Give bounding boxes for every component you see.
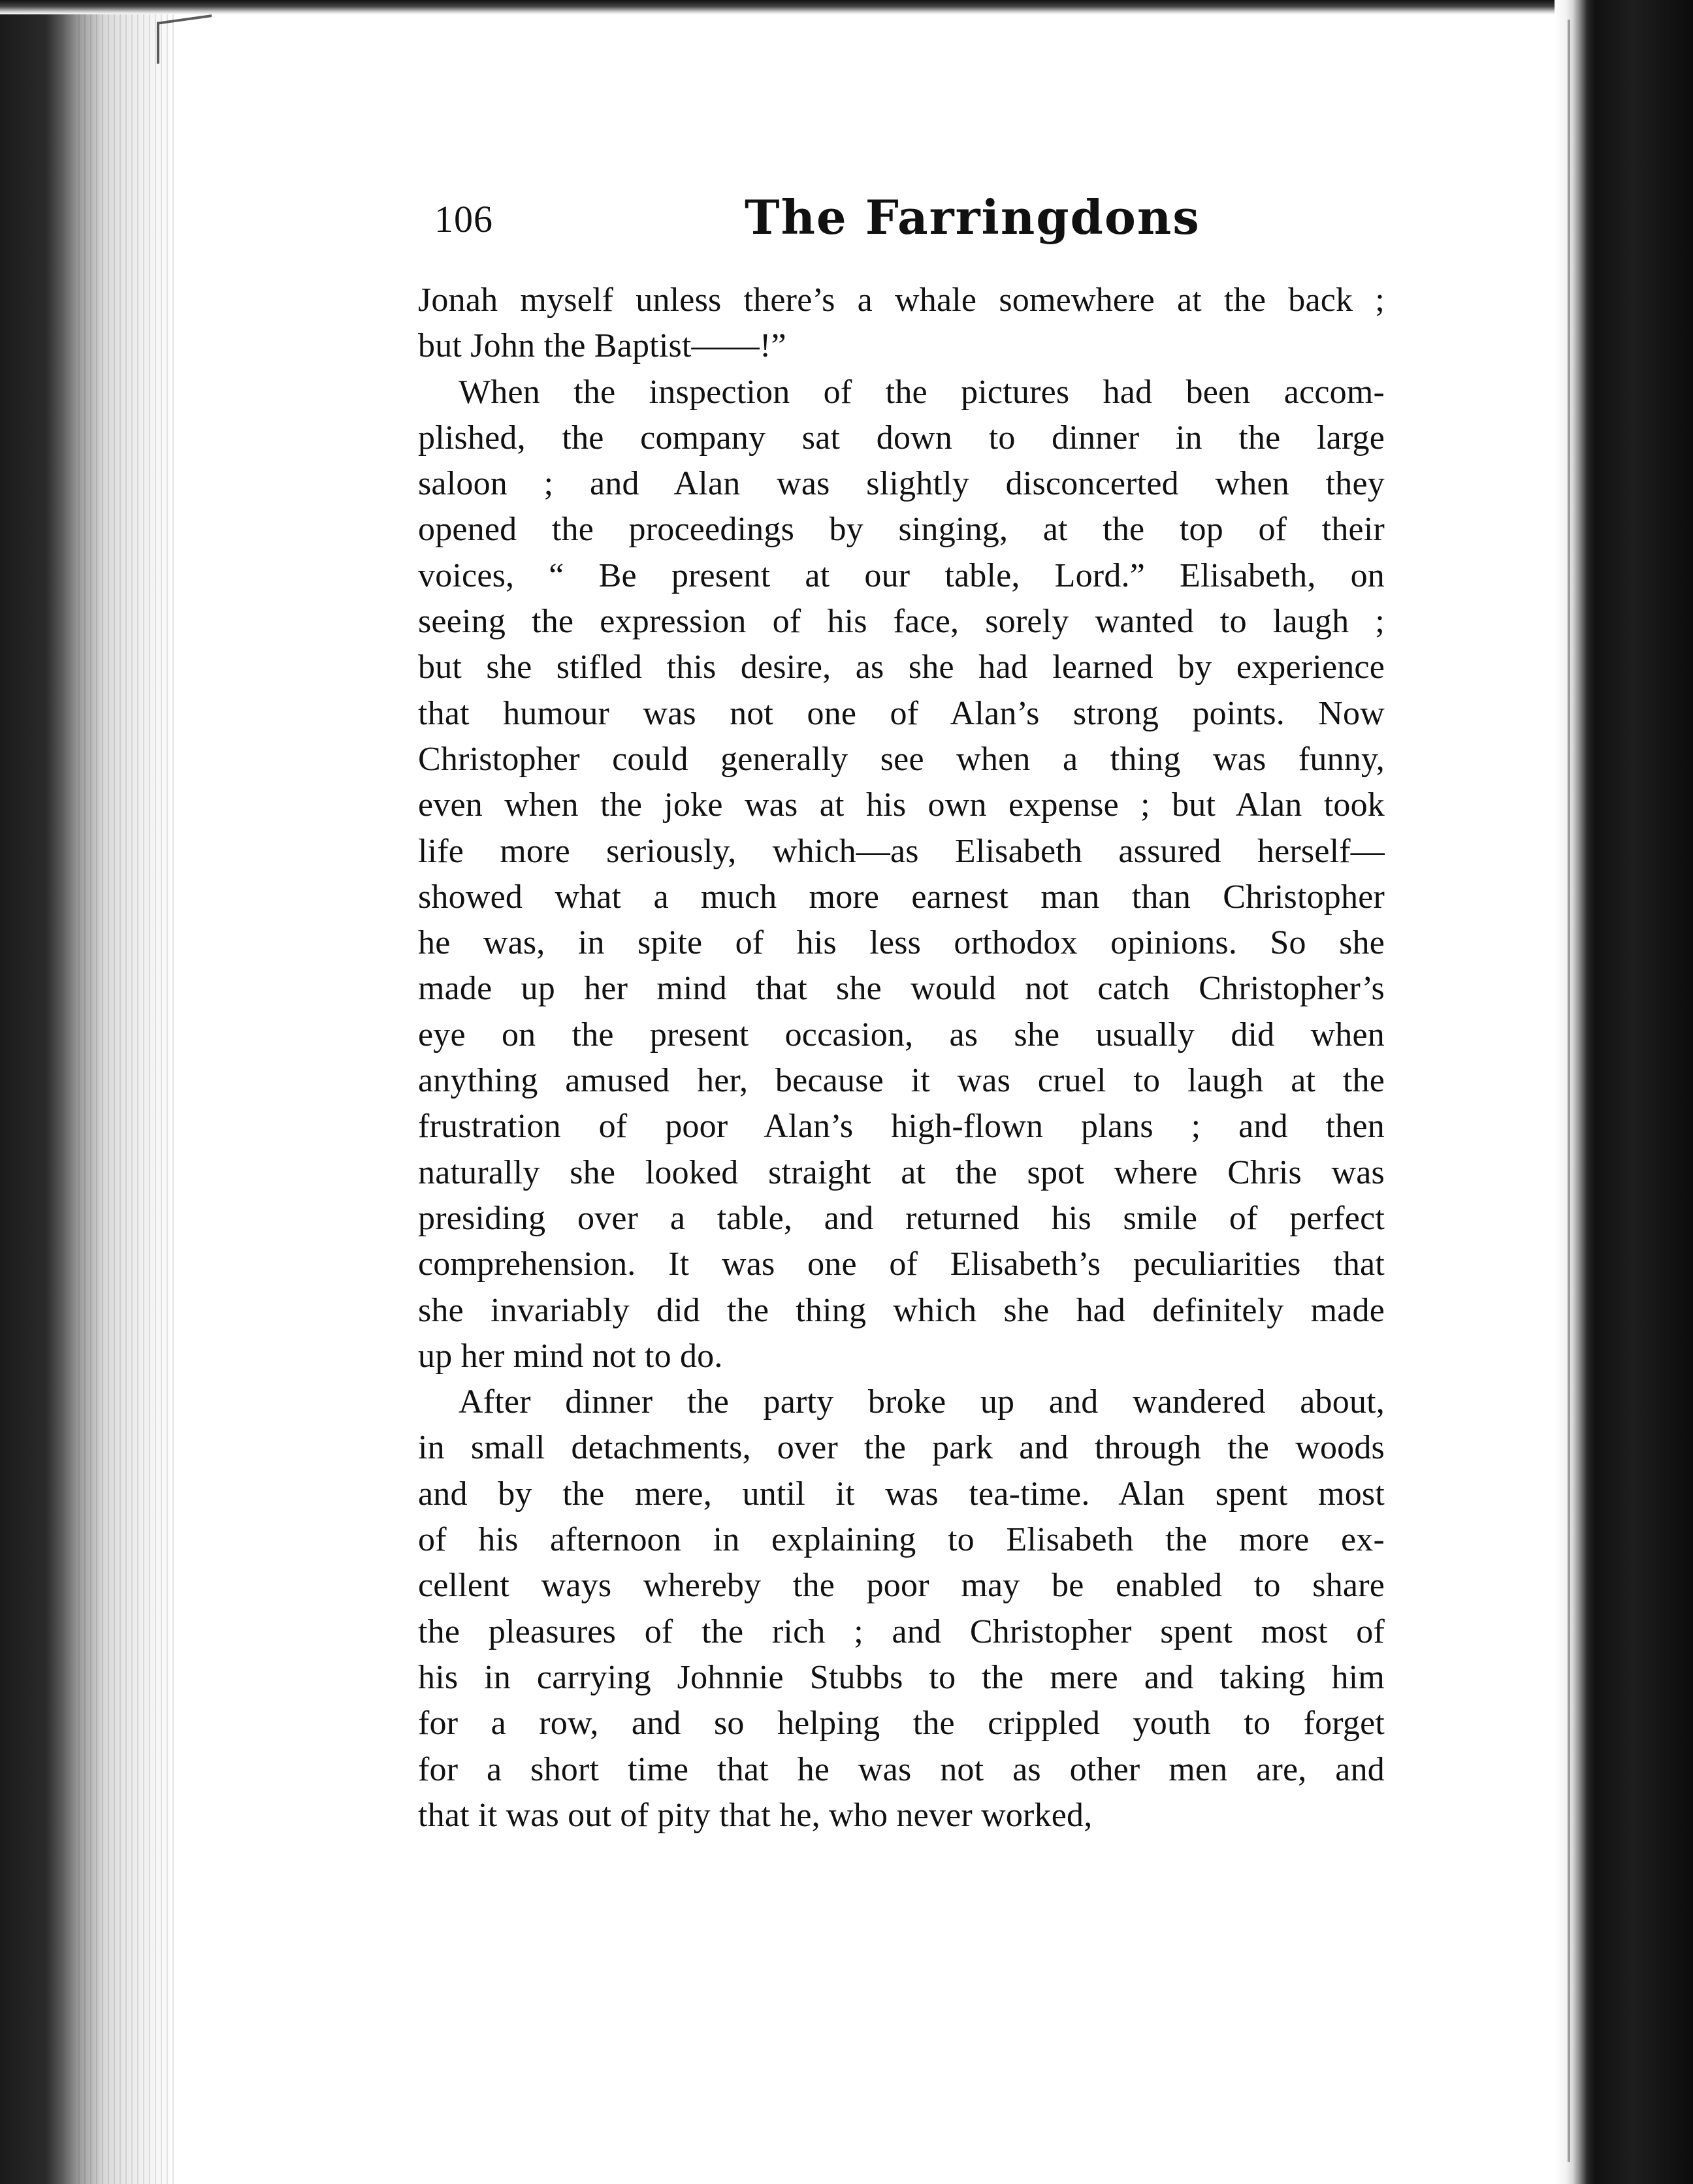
text-line: but she stifled this desire, as she had learned by experience xyxy=(418,649,1385,686)
text-line: up her mind not to do. xyxy=(418,1337,723,1375)
text-line: made up her mind that she would not catch Christopher’s xyxy=(418,970,1385,1008)
text-line: of his afternoon in explaining to Elisabeth the more ex- xyxy=(418,1521,1385,1559)
page-header xyxy=(434,189,1430,261)
text-line: that it was out of pity that he, who never worked, xyxy=(418,1796,1093,1834)
book-top-edge xyxy=(0,0,1693,14)
book-gutter-line xyxy=(1568,20,1570,2162)
text-line: comprehension. It was one of Elisabeth’s peculiarities that xyxy=(418,1245,1385,1283)
text-line: plished, the company sat down to dinner in the large xyxy=(418,419,1385,457)
page-corner-mark xyxy=(157,14,212,64)
text-line: presiding over a table, and returned his smile of perfect xyxy=(418,1199,1385,1237)
text-line: After dinner the party broke up and wandered about, xyxy=(459,1383,1385,1421)
text-line: in small detachments, over the park and through the woods xyxy=(418,1429,1385,1467)
text-line: naturally she looked straight at the spot where Chris was xyxy=(418,1153,1385,1191)
text-line: eye on the present occasion, as she usually did when xyxy=(418,1016,1385,1053)
running-title: The Farringdons xyxy=(745,189,1201,245)
text-line: and by the mere, until it was tea-time. Alan spent most xyxy=(418,1475,1385,1513)
text-line: life more seriously, which—as Elisabeth assured herself— xyxy=(418,832,1385,870)
text-line: voices, “ Be present at our table, Lord.” Elisabeth, on xyxy=(418,556,1385,594)
text-line: anything amused her, because it was cruel to laugh at the xyxy=(418,1062,1385,1100)
text-line: frustration of poor Alan’s high-flown plans ; and then xyxy=(418,1108,1385,1146)
text-line: Jonah myself unless there’s a whale somewhere at the back ; xyxy=(418,281,1385,319)
book-page-stack-lines xyxy=(78,0,176,2184)
text-line: for a short time that he was not as other men are, and xyxy=(418,1750,1385,1788)
book-right-edge xyxy=(1555,0,1693,2184)
text-line: When the inspection of the pictures had been accom- xyxy=(459,373,1385,411)
text-line: opened the proceedings by singing, at the top of their xyxy=(418,511,1385,549)
text-line: she invariably did the thing which she had definitely made xyxy=(418,1291,1385,1329)
page-number: 106 xyxy=(434,198,493,240)
text-line: he was, in spite of his less orthodox opinions. So she xyxy=(418,924,1385,962)
text-line: but John the Baptist——!” xyxy=(418,327,786,365)
text-line: seeing the expression of his face, sorely wanted to laugh ; xyxy=(418,603,1385,641)
text-line: showed what a much more earnest man than Christopher xyxy=(418,878,1385,916)
text-line: even when the joke was at his own expense ; but Alan took xyxy=(418,786,1385,824)
text-line: cellent ways whereby the poor may be enabled to share xyxy=(418,1567,1385,1605)
text-line: Christopher could generally see when a thing was funny, xyxy=(418,740,1385,778)
body-text xyxy=(418,278,1385,1839)
text-line: saloon ; and Alan was slightly disconcerted when they xyxy=(418,465,1385,503)
text-line: his in carrying Johnnie Stubbs to the mere and taking him xyxy=(418,1658,1385,1696)
text-line: that humour was not one of Alan’s strong points. Now xyxy=(418,694,1385,732)
text-line: the pleasures of the rich ; and Christopher spent most of xyxy=(418,1613,1385,1650)
text-line: for a row, and so helping the crippled youth to forget xyxy=(418,1705,1385,1742)
